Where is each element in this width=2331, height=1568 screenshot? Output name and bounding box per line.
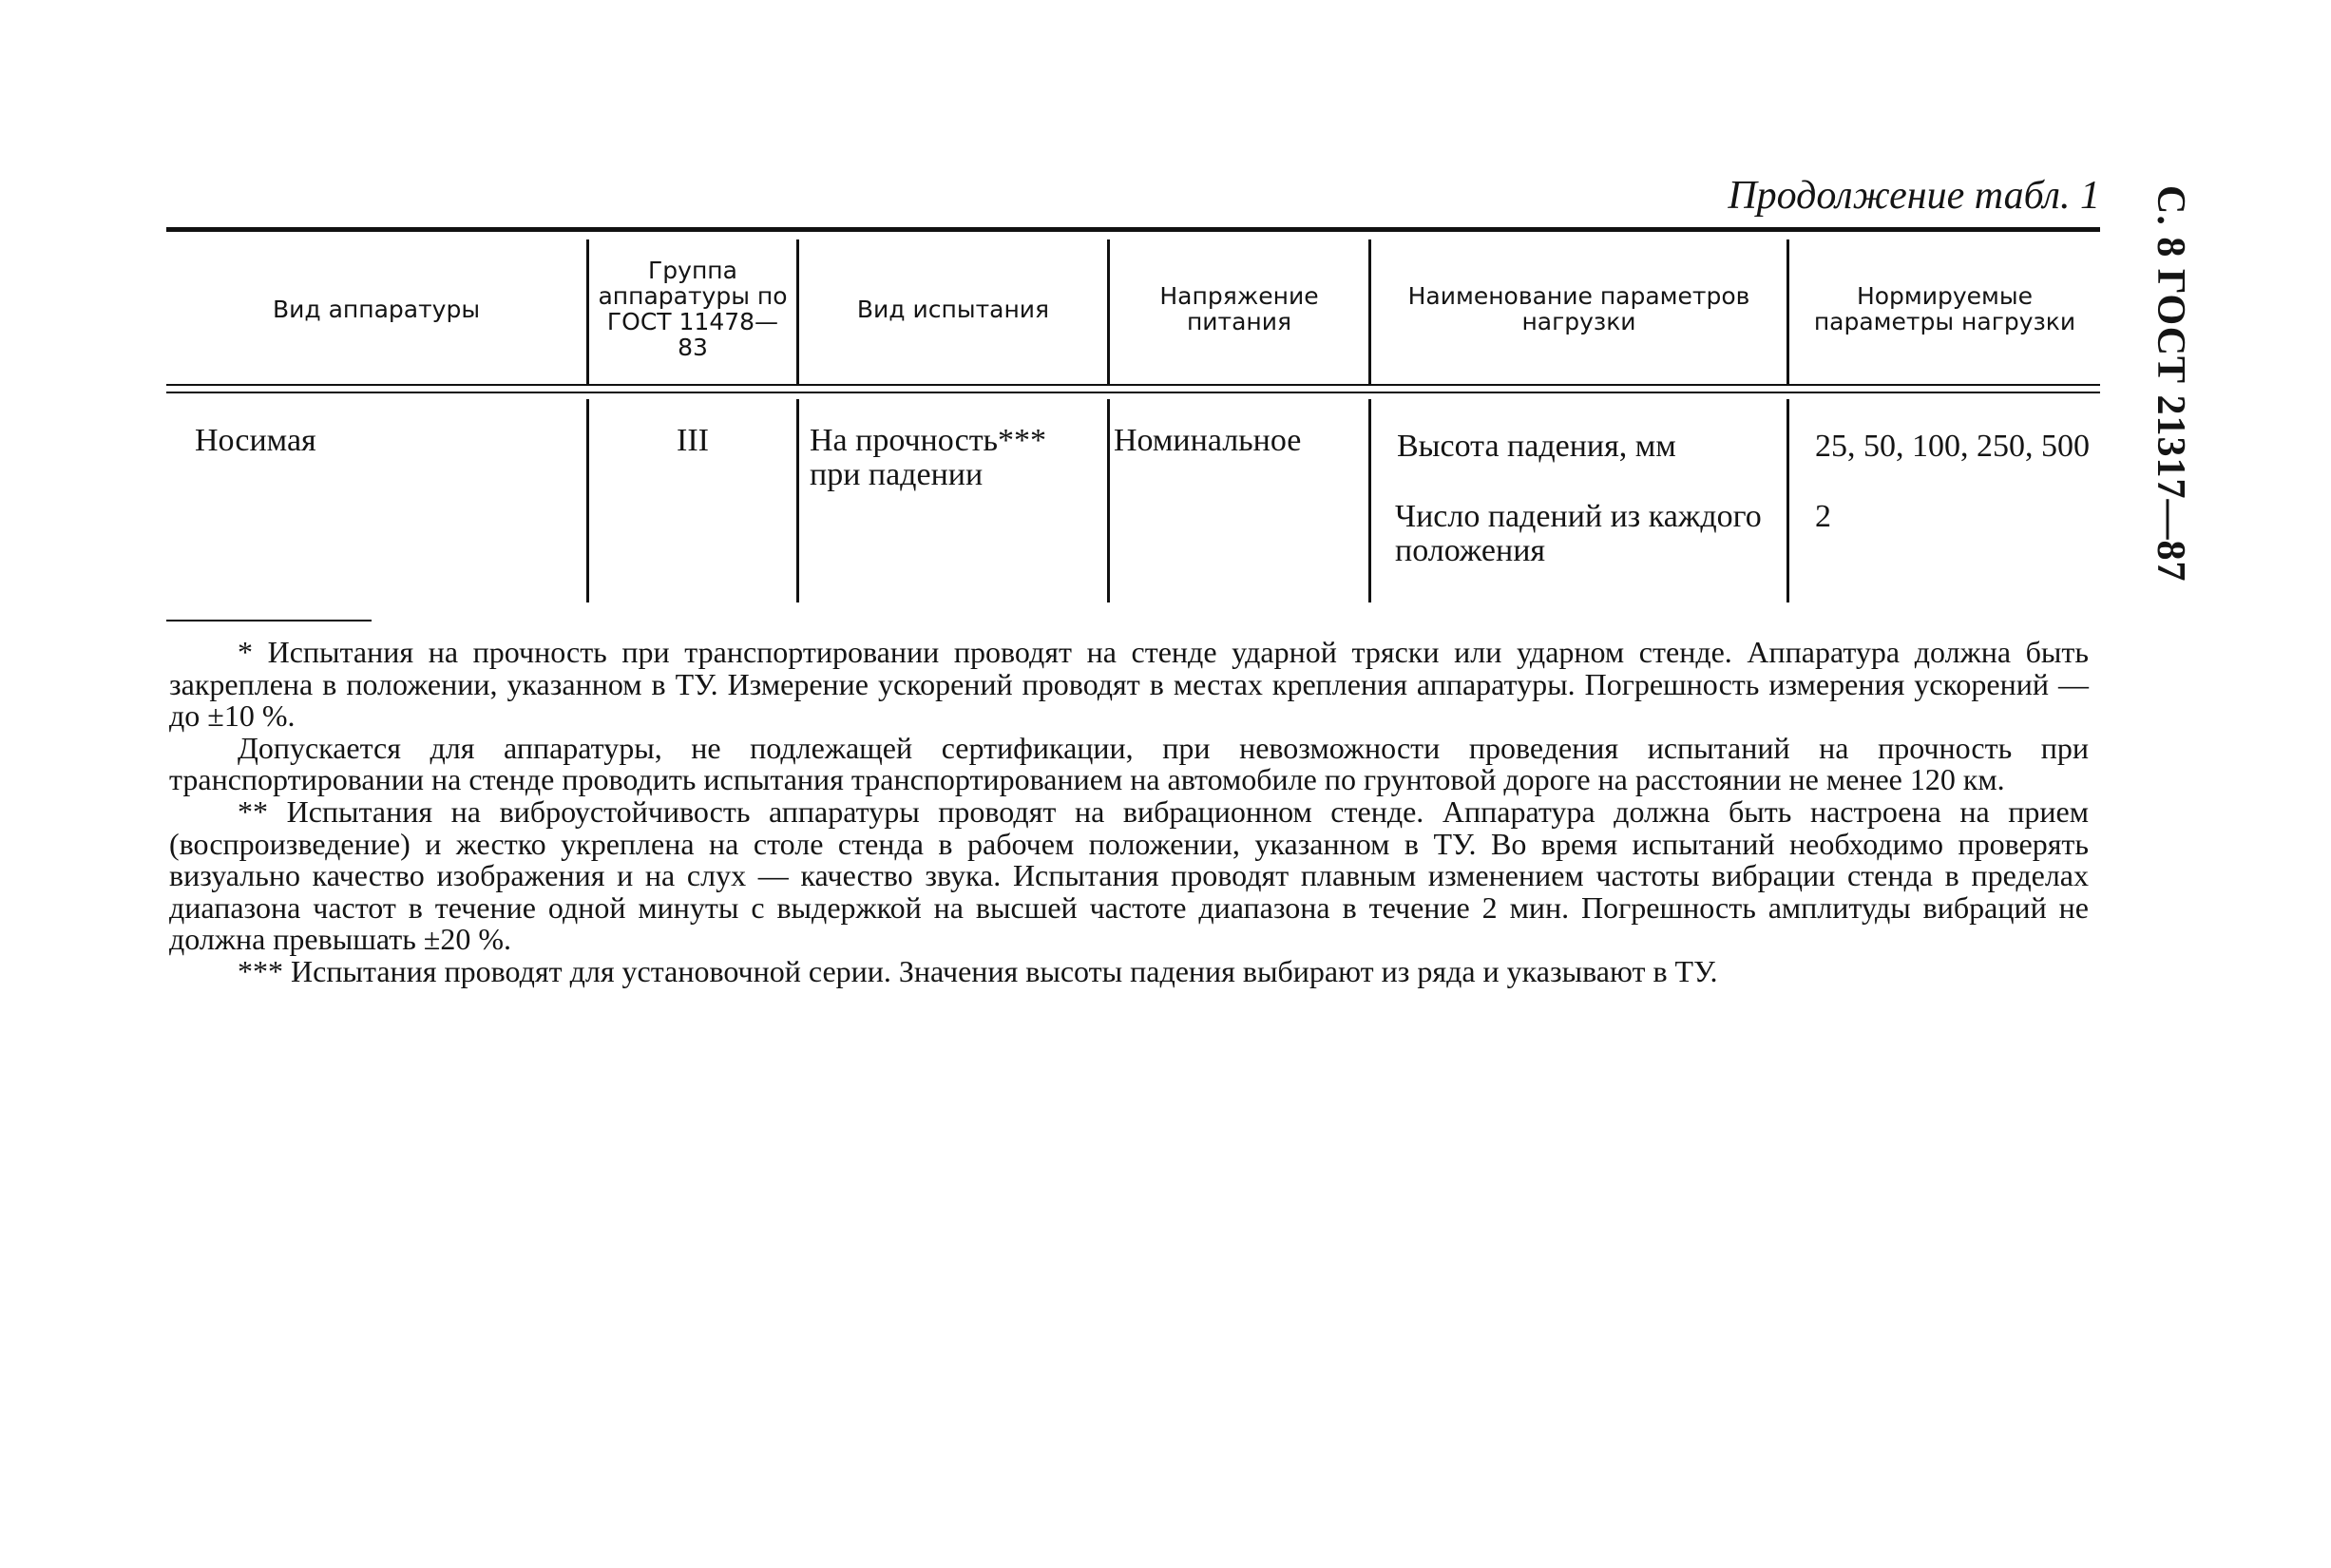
footnote-1: * Испытания на прочность при транспортировании проводят на стенде ударной тряски или ударном стенде. Аппаратура должна быть закреплена в положении, указанном в ТУ. Измерение ускорений проводят в местах крепления аппаратуры. Погрешность измерения ускорений — до ±10 %.: [169, 635, 2089, 734]
cell-group: III: [677, 423, 709, 458]
table-body-divider-4: [1368, 399, 1371, 602]
header-equipment: Вид аппаратуры: [272, 295, 481, 323]
table-header-rule-lower: [166, 392, 2100, 393]
header-normalized-parameters: Нормируемые параметры нагрузки: [1813, 282, 2076, 335]
cell-normalized-value-2: 2: [1815, 499, 1831, 534]
header-voltage: Напряжение питания: [1159, 282, 1319, 335]
footnote-3: *** Испытания проводят для установочной серии. Значения высоты падения выбирают из ряда и указывают в ТУ.: [238, 953, 1718, 988]
footnote-1-continuation: Допускается для аппаратуры, не подлежащей сертификации, при невозможности проведения испытаний на прочность при транспортировании на стенде проводить испытания транспортированием на автомобиле по грунтовой дороге на расстоянии не менее 120 км.: [169, 730, 2089, 797]
table-body-divider-2: [796, 399, 799, 602]
table-body-divider-5: [1786, 399, 1789, 602]
footnotes-separator: [166, 620, 372, 621]
header-test-type: Вид испытания: [856, 295, 1050, 323]
cell-normalized-value-1: 25, 50, 100, 250, 500: [1815, 429, 2090, 464]
header-load-parameters: Наименование параметров нагрузки: [1407, 282, 1750, 335]
cell-test-type: На прочность*** при падении: [810, 423, 1047, 492]
table-top-rule: [166, 227, 2100, 232]
page-side-title: С. 8 ГОСТ 21317—87: [2149, 185, 2192, 583]
header-group: Группа аппаратуры по ГОСТ 11478—83: [598, 257, 788, 361]
footnotes: [169, 637, 2089, 988]
table-body-divider-3: [1107, 399, 1110, 602]
cell-load-parameter-1: Высота падения, мм: [1397, 429, 1676, 464]
cell-load-parameter-2: Число падений из каждого положения: [1395, 499, 1762, 568]
cell-equipment: Носимая: [195, 423, 316, 458]
table-caption: Продолжение табл. 1: [1728, 174, 2100, 218]
table-header-rule-upper: [166, 384, 2100, 386]
footnote-2: ** Испытания на виброустойчивость аппаратуры проводят на вибрационном стенде. Аппаратура должна быть настроена на прием (воспроизведение) и жестко укреплена на столе стенда в рабочем положении, указанном в ТУ. Во время испытаний необходимо проверять визуально качество изображения и на слух — качество звука. Испытания проводят плавным изменением частоты вибрации стенда в пределах диапазона частот в течение одной минуты с выдержкой на высшей частоте диапазона в течение 2 мин. Погрешность амплитуды вибраций не должна превышать ±20 %.: [169, 794, 2089, 957]
cell-voltage: Номинальное: [1114, 423, 1302, 458]
